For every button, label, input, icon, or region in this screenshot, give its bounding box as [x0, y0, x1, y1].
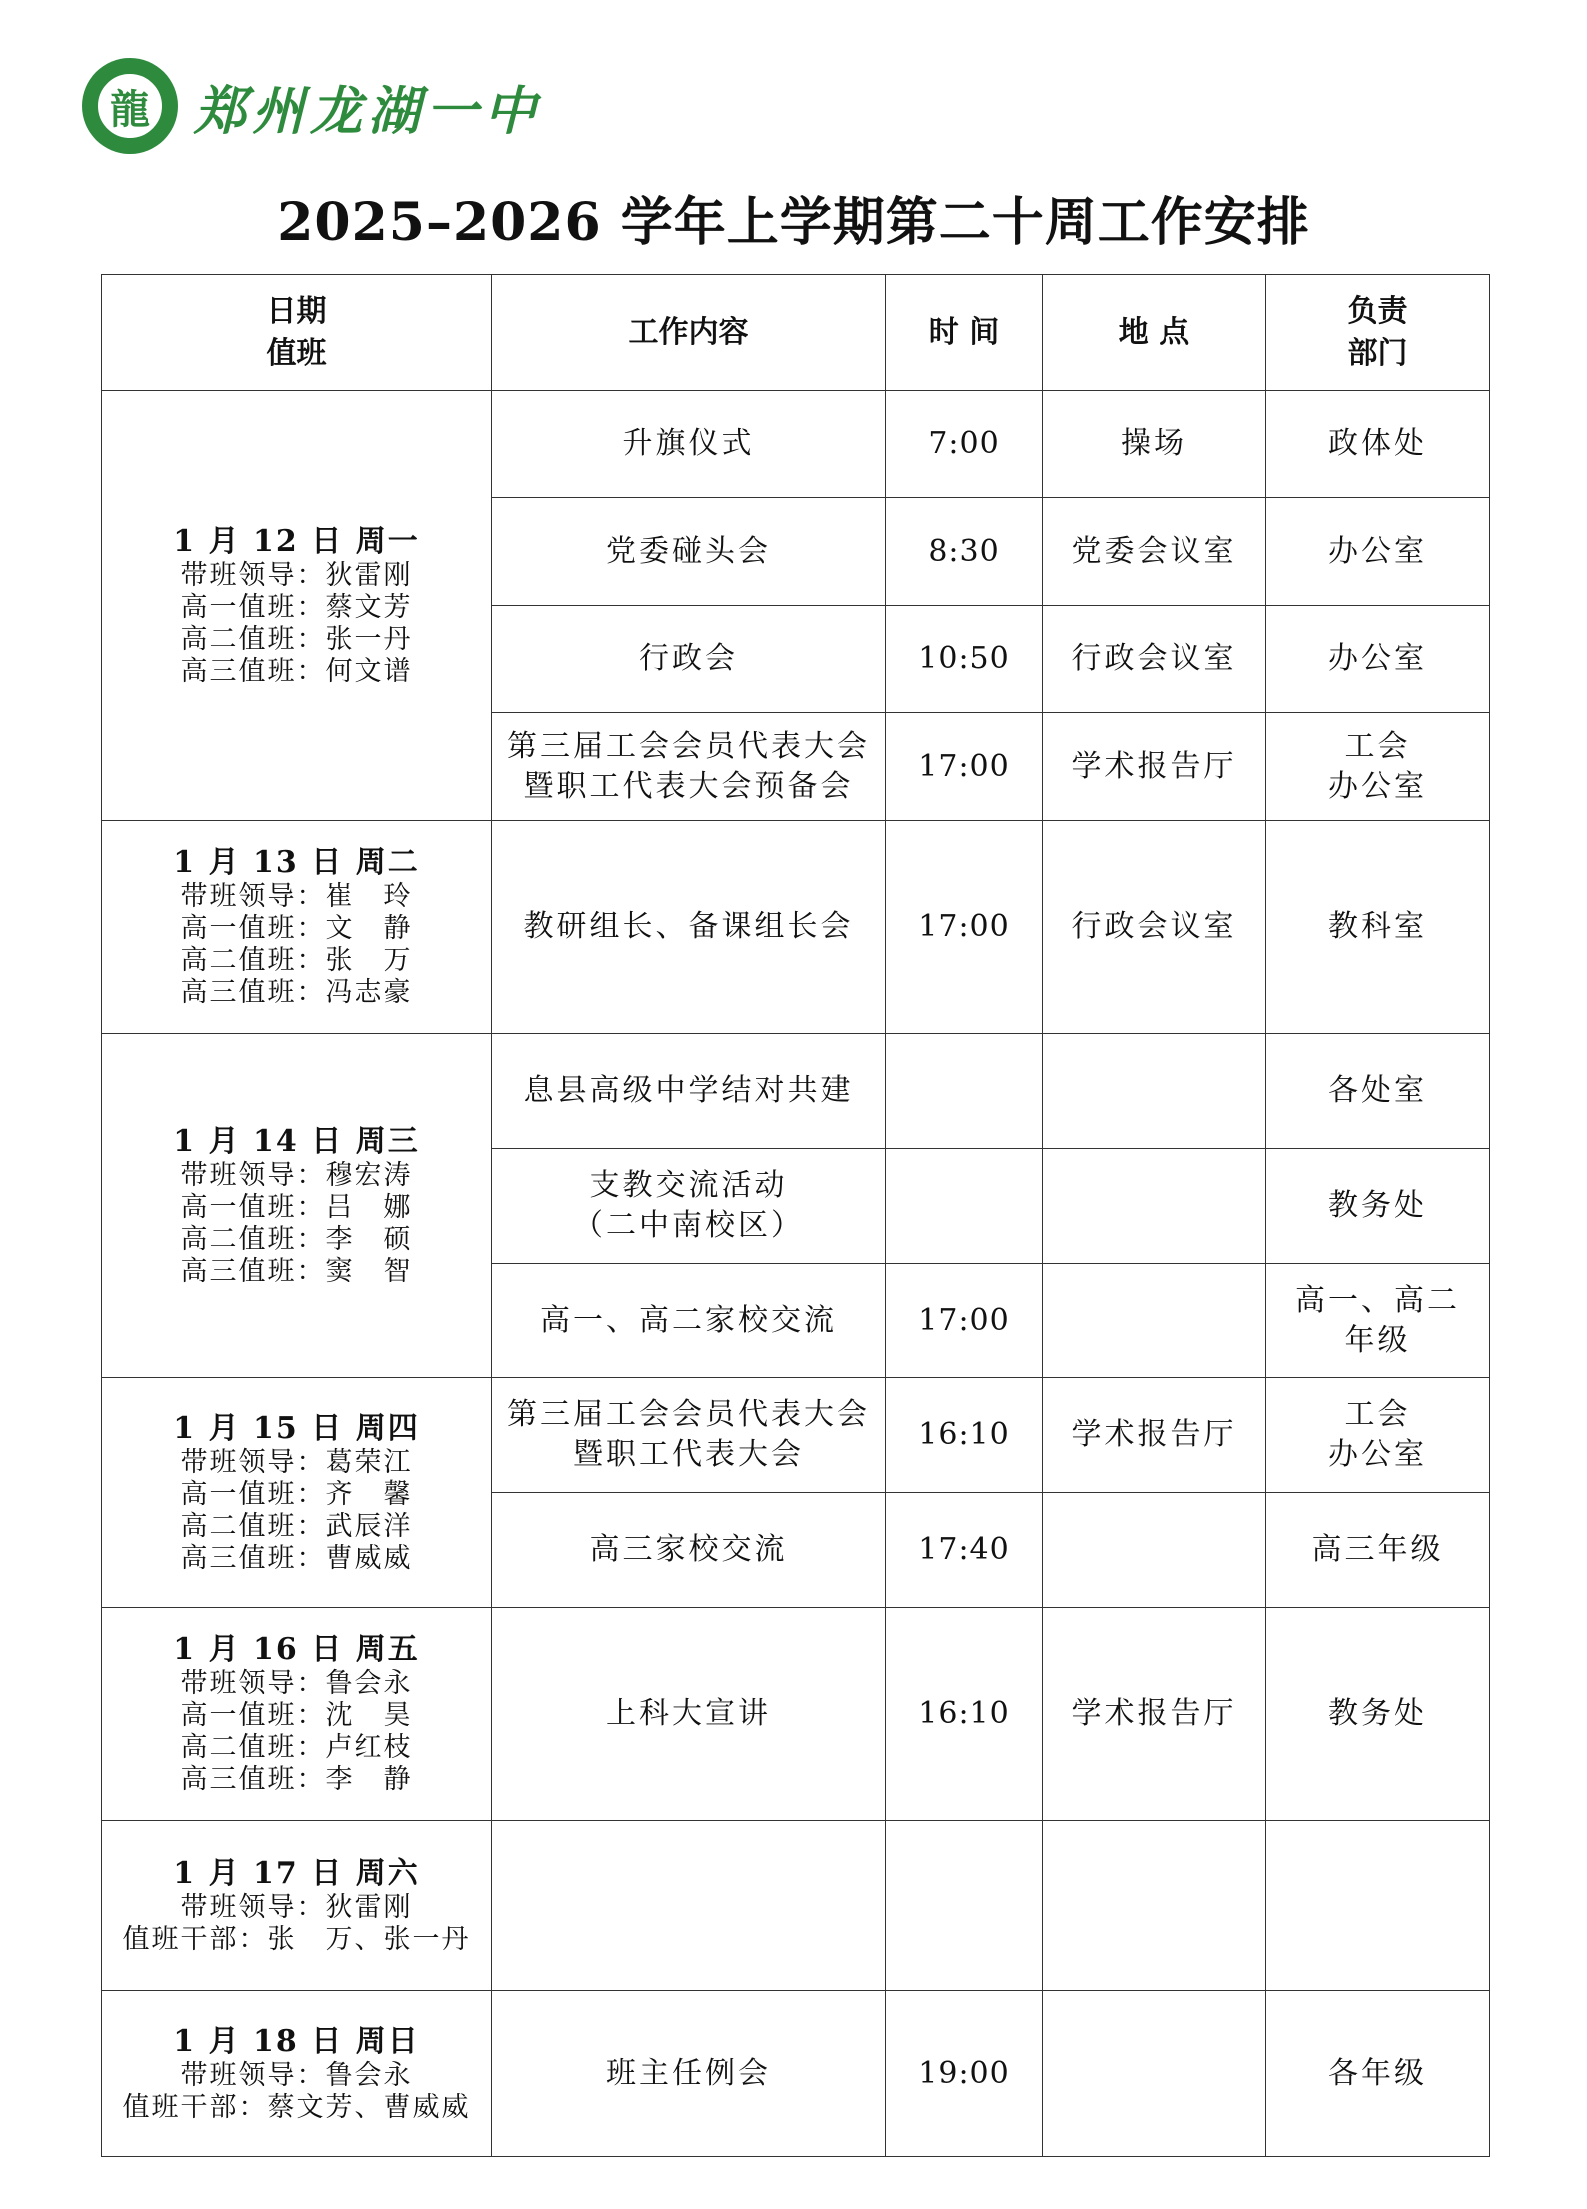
duty-person: 高三值班：曹威威 [180, 1542, 413, 1574]
duty-cell [102, 1991, 492, 2157]
work-content: 高一、高二家校交流 [492, 1264, 886, 1378]
work-time [886, 1034, 1043, 1149]
table-row [102, 1608, 1490, 1821]
table-row [102, 1034, 1490, 1149]
work-content: 支教交流活动 （二中南校区） [492, 1149, 886, 1264]
duty-person: 带班领导：穆宏涛 [180, 1159, 413, 1191]
duty-cell [102, 821, 492, 1034]
work-place [1043, 1821, 1266, 1991]
responsible-dept: 各处室 [1266, 1034, 1490, 1149]
work-content: 息县高级中学结对共建 [492, 1034, 886, 1149]
duty-person: 带班领导：崔 玲 [180, 881, 413, 912]
header-content: 工作内容 [492, 275, 886, 391]
work-time [886, 1821, 1043, 1991]
responsible-dept: 高三年级 [1266, 1493, 1490, 1608]
responsible-dept [1266, 1821, 1490, 1991]
work-time: 16:10 [886, 1378, 1043, 1493]
duty-person: 高二值班：卢红枝 [180, 1732, 413, 1763]
work-content: 高三家校交流 [492, 1493, 886, 1608]
duty-person: 高一值班：文 静 [180, 913, 413, 944]
header-dept: 负责 部门 [1266, 275, 1490, 391]
school-name: 郑州龙湖一中 [194, 81, 543, 142]
seal-character: 龍 [95, 71, 165, 141]
school-logo [82, 56, 542, 156]
work-content: 行政会 [492, 606, 886, 713]
work-place [1043, 1264, 1266, 1378]
duty-cell [102, 391, 492, 821]
responsible-dept: 办公室 [1266, 606, 1490, 713]
work-time: 17:00 [886, 713, 1043, 821]
day-date: 1 月 16 日 周五 [173, 1632, 420, 1667]
page-title: 2025–2026 学年上学期第二十周工作安排 [277, 192, 1310, 253]
responsible-dept: 高一、高二 年级 [1266, 1264, 1490, 1378]
header-place: 地 点 [1043, 275, 1266, 391]
duty-person: 带班领导：鲁会永 [180, 2059, 413, 2091]
responsible-dept: 教科室 [1266, 821, 1490, 1034]
duty-person: 高二值班：张 万 [180, 945, 413, 976]
header-time: 时 间 [886, 275, 1043, 391]
work-time: 19:00 [886, 1991, 1043, 2157]
work-place: 行政会议室 [1043, 821, 1266, 1034]
work-content: 升旗仪式 [492, 391, 886, 498]
duty-person: 高二值班：李 硕 [180, 1223, 413, 1255]
header-row [102, 275, 1490, 391]
school-seal-icon [82, 58, 178, 154]
duty-person: 值班干部：张 万、张一丹 [122, 1923, 471, 1955]
responsible-dept: 各年级 [1266, 1991, 1490, 2157]
duty-person: 带班领导：狄雷刚 [180, 559, 413, 591]
work-time: 17:00 [886, 821, 1043, 1034]
work-place: 学术报告厅 [1043, 713, 1266, 821]
table-row [102, 1821, 1490, 1991]
duty-cell [102, 1821, 492, 1991]
table-row [102, 1378, 1490, 1493]
work-content: 第三届工会会员代表大会 暨职工代表大会 [492, 1378, 886, 1493]
duty-person: 高二值班：武辰洋 [180, 1510, 413, 1542]
duty-person: 高三值班：冯志豪 [180, 977, 413, 1008]
work-place [1043, 1149, 1266, 1264]
work-content: 班主任例会 [492, 1991, 886, 2157]
duty-cell [102, 1608, 492, 1821]
work-place: 党委会议室 [1043, 498, 1266, 606]
table-row [102, 821, 1490, 1034]
duty-person: 高一值班：沈 昊 [180, 1700, 413, 1731]
duty-person: 带班领导：葛荣江 [180, 1446, 413, 1478]
work-place [1043, 1991, 1266, 2157]
duty-person: 带班领导：狄雷刚 [180, 1891, 413, 1923]
work-place: 学术报告厅 [1043, 1378, 1266, 1493]
work-place: 行政会议室 [1043, 606, 1266, 713]
header-duty: 日期 值班 [102, 275, 492, 391]
duty-person: 带班领导：鲁会永 [180, 1668, 413, 1699]
work-time: 17:00 [886, 1264, 1043, 1378]
day-date: 1 月 12 日 周一 [173, 523, 420, 559]
responsible-dept: 工会 办公室 [1266, 1378, 1490, 1493]
duty-person: 高三值班：李 静 [180, 1764, 413, 1795]
work-time: 10:50 [886, 606, 1043, 713]
day-date: 1 月 14 日 周三 [173, 1123, 420, 1159]
work-content: 党委碰头会 [492, 498, 886, 606]
responsible-dept: 办公室 [1266, 498, 1490, 606]
table-row [102, 1991, 1490, 2157]
work-content: 第三届工会会员代表大会 暨职工代表大会预备会 [492, 713, 886, 821]
responsible-dept: 教务处 [1266, 1149, 1490, 1264]
responsible-dept: 教务处 [1266, 1608, 1490, 1821]
day-date: 1 月 17 日 周六 [173, 1855, 420, 1891]
day-date: 1 月 15 日 周四 [173, 1410, 420, 1446]
work-time: 16:10 [886, 1608, 1043, 1821]
duty-person: 高三值班：窦 智 [180, 1255, 413, 1287]
work-time: 17:40 [886, 1493, 1043, 1608]
responsible-dept: 政体处 [1266, 391, 1490, 498]
schedule-body [102, 391, 1490, 2157]
duty-person: 高二值班：张一丹 [180, 623, 413, 655]
work-content [492, 1821, 886, 1991]
schedule-table [101, 274, 1490, 2157]
work-place: 学术报告厅 [1043, 1608, 1266, 1821]
table-row [102, 391, 1490, 498]
work-place [1043, 1034, 1266, 1149]
work-place: 操场 [1043, 391, 1266, 498]
day-date: 1 月 13 日 周二 [173, 845, 420, 880]
duty-person: 高一值班：蔡文芳 [180, 591, 413, 623]
duty-person: 值班干部：蔡文芳、曹威威 [122, 2091, 471, 2123]
work-time: 7:00 [886, 391, 1043, 498]
work-content: 教研组长、备课组长会 [492, 821, 886, 1034]
duty-cell [102, 1378, 492, 1608]
duty-cell [102, 1034, 492, 1378]
day-date: 1 月 18 日 周日 [173, 2023, 420, 2059]
work-content: 上科大宣讲 [492, 1608, 886, 1821]
responsible-dept: 工会 办公室 [1266, 713, 1490, 821]
work-time: 8:30 [886, 498, 1043, 606]
duty-person: 高三值班：何文谱 [180, 655, 413, 687]
work-place [1043, 1493, 1266, 1608]
work-time [886, 1149, 1043, 1264]
duty-person: 高一值班：吕 娜 [180, 1191, 413, 1223]
duty-person: 高一值班：齐 馨 [180, 1478, 413, 1510]
